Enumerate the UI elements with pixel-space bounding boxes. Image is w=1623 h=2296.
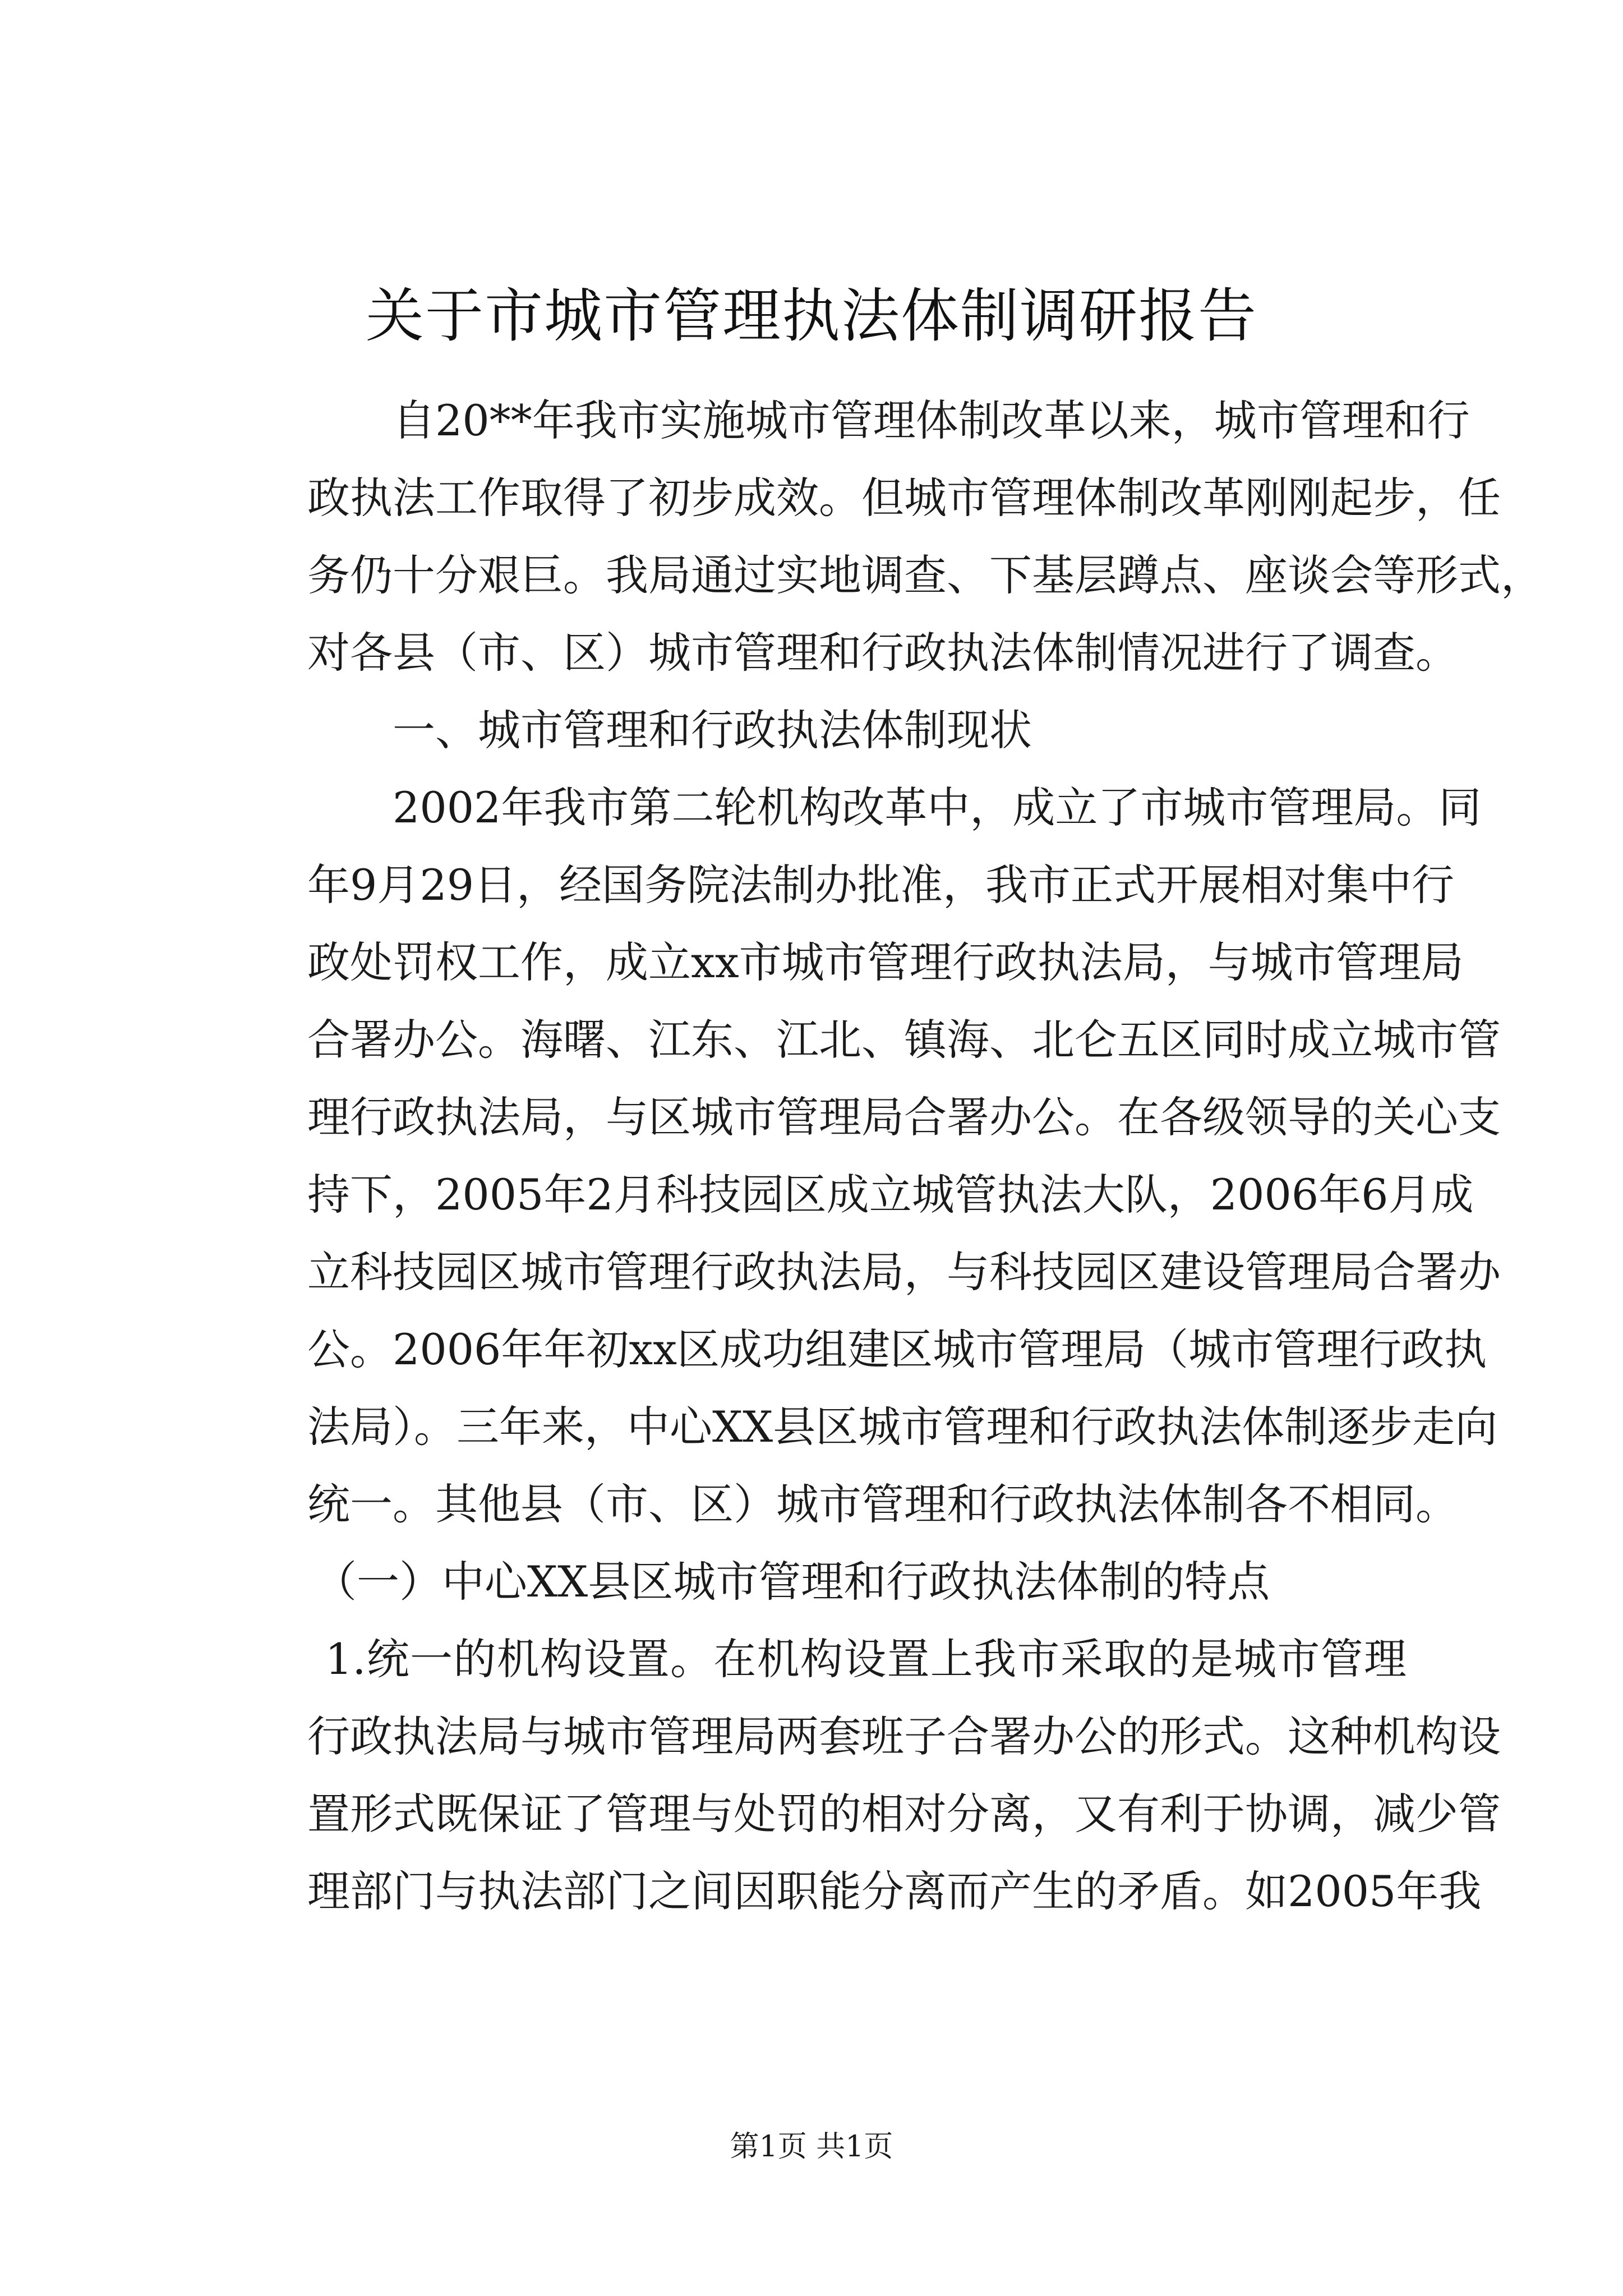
subsection-heading: （一）中心XX县区城市管理和行政执法体制的特点	[314, 1557, 1270, 1607]
body-line: 立科技园区城市管理行政执法局，与科技园区建设管理局合署办	[307, 1247, 1501, 1297]
document-title: 关于市城市管理执法体制调研报告	[365, 282, 1257, 350]
body-line: 公。2006年年初xx区成功组建区城市管理局（城市管理行政执	[307, 1324, 1487, 1374]
body-line: 政处罚权工作，成立xx市城市管理行政执法局，与城市管理局	[307, 937, 1464, 987]
body-line: 2002年我市第二轮机构改革中，成立了市城市管理局。同	[393, 783, 1482, 832]
body-line: 年9月29日，经国务院法制办批准，我市正式开展相对集中行	[307, 860, 1455, 910]
section-heading: 一、城市管理和行政执法体制现状	[393, 705, 1032, 755]
body-line: 理行政执法局，与区城市管理局合署办公。在各级领导的关心支	[307, 1092, 1501, 1142]
body-line: 统一。其他县（市、区）城市管理和行政执法体制各不相同。	[307, 1479, 1458, 1529]
body-line: 政执法工作取得了初步成效。但城市管理体制改革刚刚起步，任	[307, 473, 1501, 523]
body-line: 持下，2005年2月科技园区成立城管执法大队，2006年6月成	[307, 1170, 1474, 1220]
body-line: 理部门与执法部门之间因职能分离而产生的矛盾。如2005年我	[307, 1866, 1482, 1916]
body-line: 法局）。三年来，中心XX县区城市管理和行政执法体制逐步走向	[307, 1402, 1498, 1452]
body-line: 置形式既保证了管理与处罚的相对分离，又有利于协调，减少管	[307, 1789, 1501, 1839]
body-line: 合署办公。海曙、江东、江北、镇海、北仑五区同时成立城市管	[307, 1015, 1501, 1065]
body-line: 务仍十分艰巨。我局通过实地调查、下基层蹲点、座谈会等形式，	[307, 550, 1543, 600]
body-line: 对各县（市、区）城市管理和行政执法体制情况进行了调查。	[307, 628, 1458, 678]
page-number-footer: 第1页 共1页	[730, 2130, 893, 2164]
body-line: 1.统一的机构设置。在机构设置上我市采取的是城市管理	[325, 1634, 1407, 1684]
body-line: 自20**年我市实施城市管理体制改革以来，城市管理和行	[393, 395, 1470, 445]
body-line: 行政执法局与城市管理局两套班子合署办公的形式。这种机构设	[307, 1711, 1501, 1761]
